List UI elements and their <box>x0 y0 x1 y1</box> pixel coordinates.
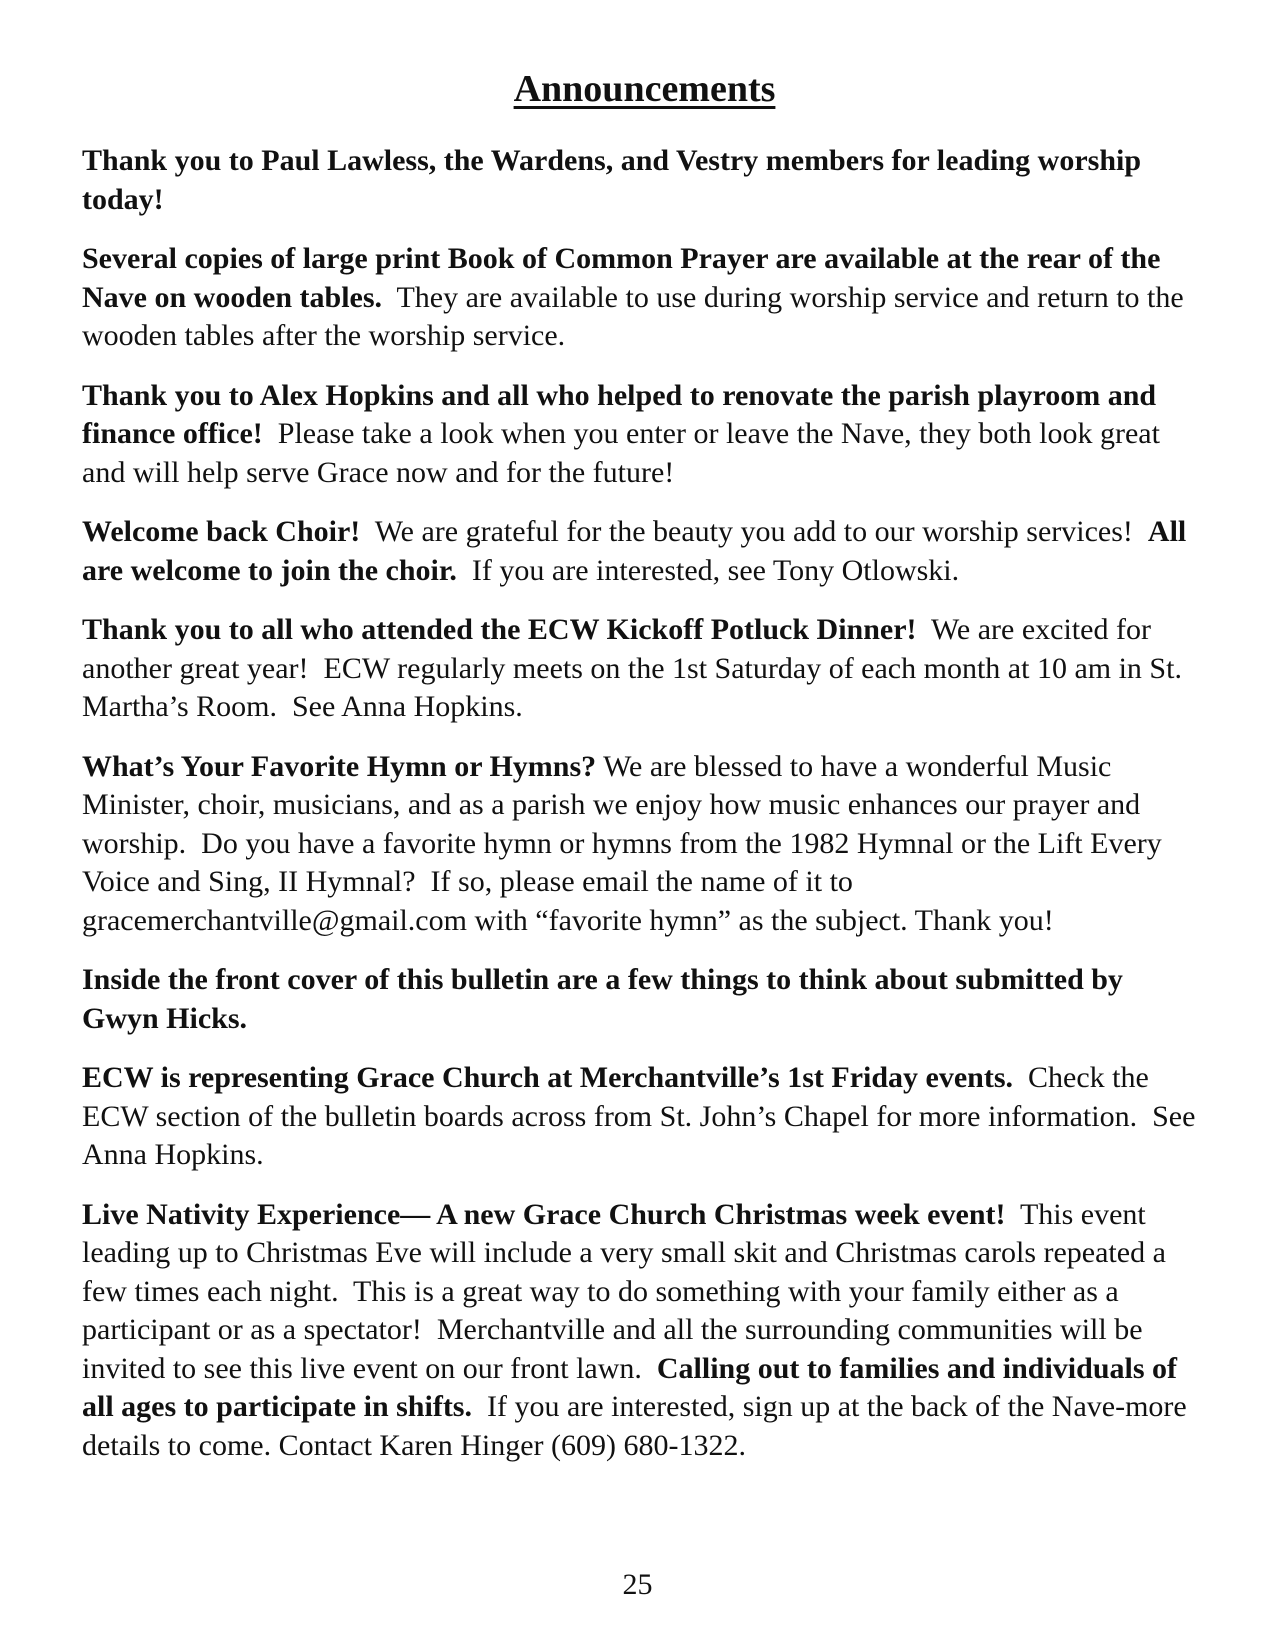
bulletin-page <box>82 66 1207 1486</box>
announcement-text: Check the ECW section of the bulletin boards across from St. John’s Chapel for more information. See Anna Hopkins. <box>82 1061 1202 1171</box>
announcement-paragraph <box>82 611 1207 727</box>
announcement-bold-text: Thank you to all who attended the ECW Kickoff Potluck Dinner! <box>82 613 917 646</box>
announcement-bold-text: Thank you to Paul Lawless, the Wardens, and Vestry members for leading worship today! <box>82 144 1149 216</box>
announcement-paragraph <box>82 748 1207 941</box>
announcement-bold-text: All are welcome to join the choir. <box>82 515 1194 587</box>
announcement-text: This event leading up to Christmas Eve will include a very small skit and Christmas carols repeated a few times each night. This is a great way to do something with your family either as a participant or as a spectator! Merchantville and all the surrounding communities will be invited to see this live event on our front lawn. <box>82 1197 1174 1385</box>
announcement-bold-text: Live Nativity Experience— A new Grace Church Christmas week event! <box>82 1197 1006 1231</box>
announcement-paragraph <box>82 240 1207 356</box>
announcement-bold-text: Inside the front cover of this bulletin are a few things to think about submitted by Gwyn Hicks. <box>82 963 1131 1035</box>
announcement-paragraph <box>82 513 1207 590</box>
announcement-bold-text: What’s Your Favorite Hymn or Hymns? <box>82 749 597 783</box>
announcement-text: Please take a look when you enter or leave the Nave, they both look great and will help serve Grace now and for the future! <box>82 417 1168 489</box>
announcement-bold-text: Several copies of large print Book of Common Prayer are available at the rear of the Nave on wooden tables. <box>82 242 1168 314</box>
announcement-text: If you are interested, sign up at the back of the Nave-more details to come. Contact Karen Hinger (609) 680-1322. <box>82 1390 1195 1462</box>
announcement-bold-text: Calling out to families and individuals of all ages to participate in shifts. <box>82 1351 1185 1423</box>
announcement-bold-text: ECW is representing Grace Church at Merchantville’s 1st Friday events. <box>82 1061 1014 1094</box>
announcement-bold-text: Welcome back Choir! <box>82 515 361 548</box>
announcement-text: They are available to use during worship service and return to the wooden tables after the worship service. <box>82 280 1192 352</box>
announcement-paragraph <box>82 1196 1207 1466</box>
announcement-paragraph <box>82 377 1207 493</box>
announcement-text: We are excited for another great year! ECW regularly meets on the 1st Saturday of each month at 10 am in St. Martha’s Room. See Anna Hopkins. <box>82 613 1190 723</box>
announcements-list <box>82 142 1207 1465</box>
announcement-text: We are grateful for the beauty you add to our worship services! <box>360 515 1148 548</box>
announcement-text: If you are interested, see Tony Otlowski. <box>456 553 960 587</box>
announcement-paragraph <box>82 142 1207 219</box>
page-title: Announcements <box>513 68 776 110</box>
announcement-text: We are blessed to have a wonderful Music Minister, choir, musicians, and as a parish we enjoy how music enhances our prayer and worship. Do you have a favorite hymn or hymns from the 1982 Hymnal or the Lift Every Voice and Sing, II Hymnal? If so, please email the name of it to gracemerchantville@gmail.com with “favorite hymn” as the subject. Thank you! <box>82 749 1169 937</box>
announcement-paragraph <box>82 961 1207 1038</box>
announcement-paragraph <box>82 1059 1207 1175</box>
announcement-bold-text: Thank you to Alex Hopkins and all who helped to renovate the parish playroom and finance office! <box>82 378 1164 450</box>
page-number: 25 <box>622 1568 653 1601</box>
